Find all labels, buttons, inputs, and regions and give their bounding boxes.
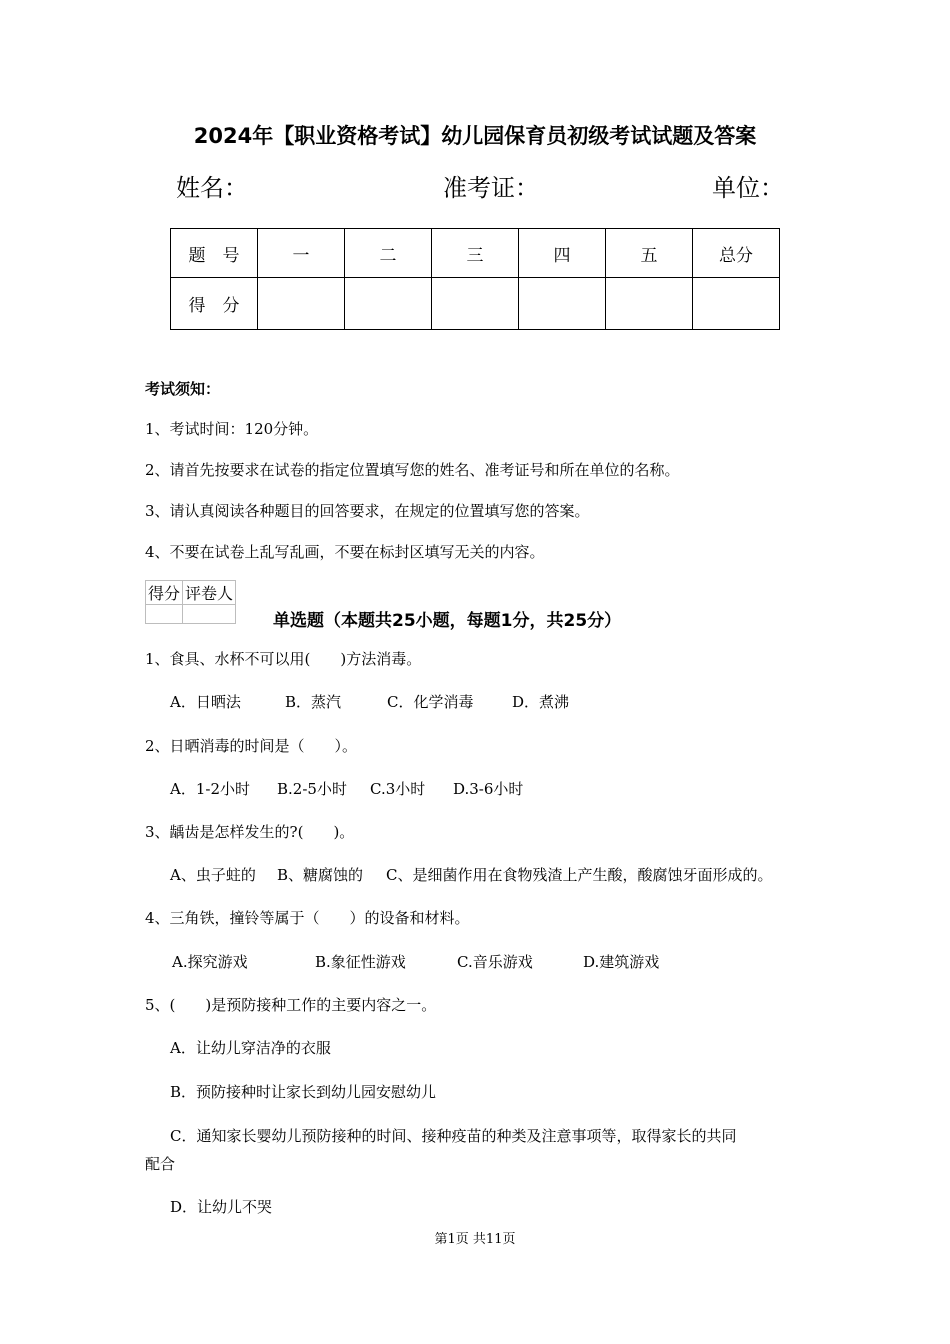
page-footer: 第1页 共11页 <box>434 1232 516 1247</box>
section-title: 单选题（本题共25小题，每题1分，共25分） <box>273 611 622 631</box>
exam-id-label: 准考证： <box>443 174 539 202</box>
header-cell-2: 二 <box>345 229 432 278</box>
notice-item: 1、考试时间：120分钟。 <box>145 420 319 438</box>
question-stem: 4、三角铁，撞铃等属于（ ）的设备和材料。 <box>145 909 470 927</box>
grader-score-cell <box>146 605 183 624</box>
page-title: 2024年【职业资格考试】幼儿园保育员初级考试试题及答案 <box>193 124 757 148</box>
score-cell <box>693 278 780 330</box>
option-c: C、是细菌作用在食物残渣上产生酸，酸腐蚀牙面形成的。 <box>386 866 773 884</box>
option-c: C.音乐游戏 <box>457 953 533 971</box>
grader-table <box>145 580 236 624</box>
option-c: C．化学消毒 <box>387 693 474 711</box>
question-stem: 5、( )是预防接种工作的主要内容之一。 <box>145 996 437 1014</box>
score-cell <box>258 278 345 330</box>
grader-reviewer-cell <box>183 605 236 624</box>
grader-reviewer-label: 评卷人 <box>183 581 236 605</box>
score-cell <box>432 278 519 330</box>
option-d: D.建筑游戏 <box>583 953 660 971</box>
name-label: 姓名： <box>176 174 248 202</box>
notice-item: 4、不要在试卷上乱写乱画，不要在标封区填写无关的内容。 <box>145 543 545 561</box>
score-cell <box>606 278 693 330</box>
option-c: C.3小时 <box>370 780 426 798</box>
option-d: D.3-6小时 <box>453 780 524 798</box>
notice-title: 考试须知： <box>145 380 221 398</box>
option-b: B、糖腐蚀的 <box>277 866 364 884</box>
score-cell <box>345 278 432 330</box>
score-cell <box>519 278 606 330</box>
option-b: B.2-5小时 <box>277 780 347 798</box>
option-b: B.象征性游戏 <box>315 953 406 971</box>
score-row-label: 得 分 <box>171 278 258 330</box>
option-a: A．1-2小时 <box>170 780 250 798</box>
question-stem: 1、食具、水杯不可以用( )方法消毒。 <box>145 650 422 668</box>
option-a: A．让幼儿穿洁净的衣服 <box>170 1039 331 1057</box>
score-table-score-row <box>171 278 780 330</box>
option-a: A、虫子蛀的 <box>170 866 256 884</box>
header-cell-total: 总分 <box>693 229 780 278</box>
option-a: A．日晒法 <box>170 693 241 711</box>
option-d: D．煮沸 <box>512 693 570 711</box>
option-c-continued: 配合 <box>145 1155 176 1173</box>
option-b: B．预防接种时让家长到幼儿园安慰幼儿 <box>170 1083 437 1101</box>
option-a: A.探究游戏 <box>172 953 248 971</box>
option-b: B．蒸汽 <box>285 693 342 711</box>
header-cell-3: 三 <box>432 229 519 278</box>
notice-item: 2、请首先按要求在试卷的指定位置填写您的姓名、准考证号和所在单位的名称。 <box>145 461 680 479</box>
unit-label: 单位： <box>712 174 784 202</box>
header-cell-4: 四 <box>519 229 606 278</box>
header-cell-5: 五 <box>606 229 693 278</box>
question-stem: 3、龋齿是怎样发生的?( )。 <box>145 823 355 841</box>
header-cell-number: 题 号 <box>171 229 258 278</box>
option-c: C．通知家长婴幼儿预防接种的时间、接种疫苗的种类及注意事项等，取得家长的共同 <box>170 1127 737 1145</box>
option-d: D．让幼儿不哭 <box>170 1198 273 1216</box>
score-table <box>170 228 780 330</box>
question-stem: 2、日晒消毒的时间是（ ）。 <box>145 737 358 755</box>
header-cell-1: 一 <box>258 229 345 278</box>
grader-score-label: 得分 <box>146 581 183 605</box>
score-table-header-row <box>171 229 780 278</box>
notice-item: 3、请认真阅读各种题目的回答要求，在规定的位置填写您的答案。 <box>145 502 590 520</box>
